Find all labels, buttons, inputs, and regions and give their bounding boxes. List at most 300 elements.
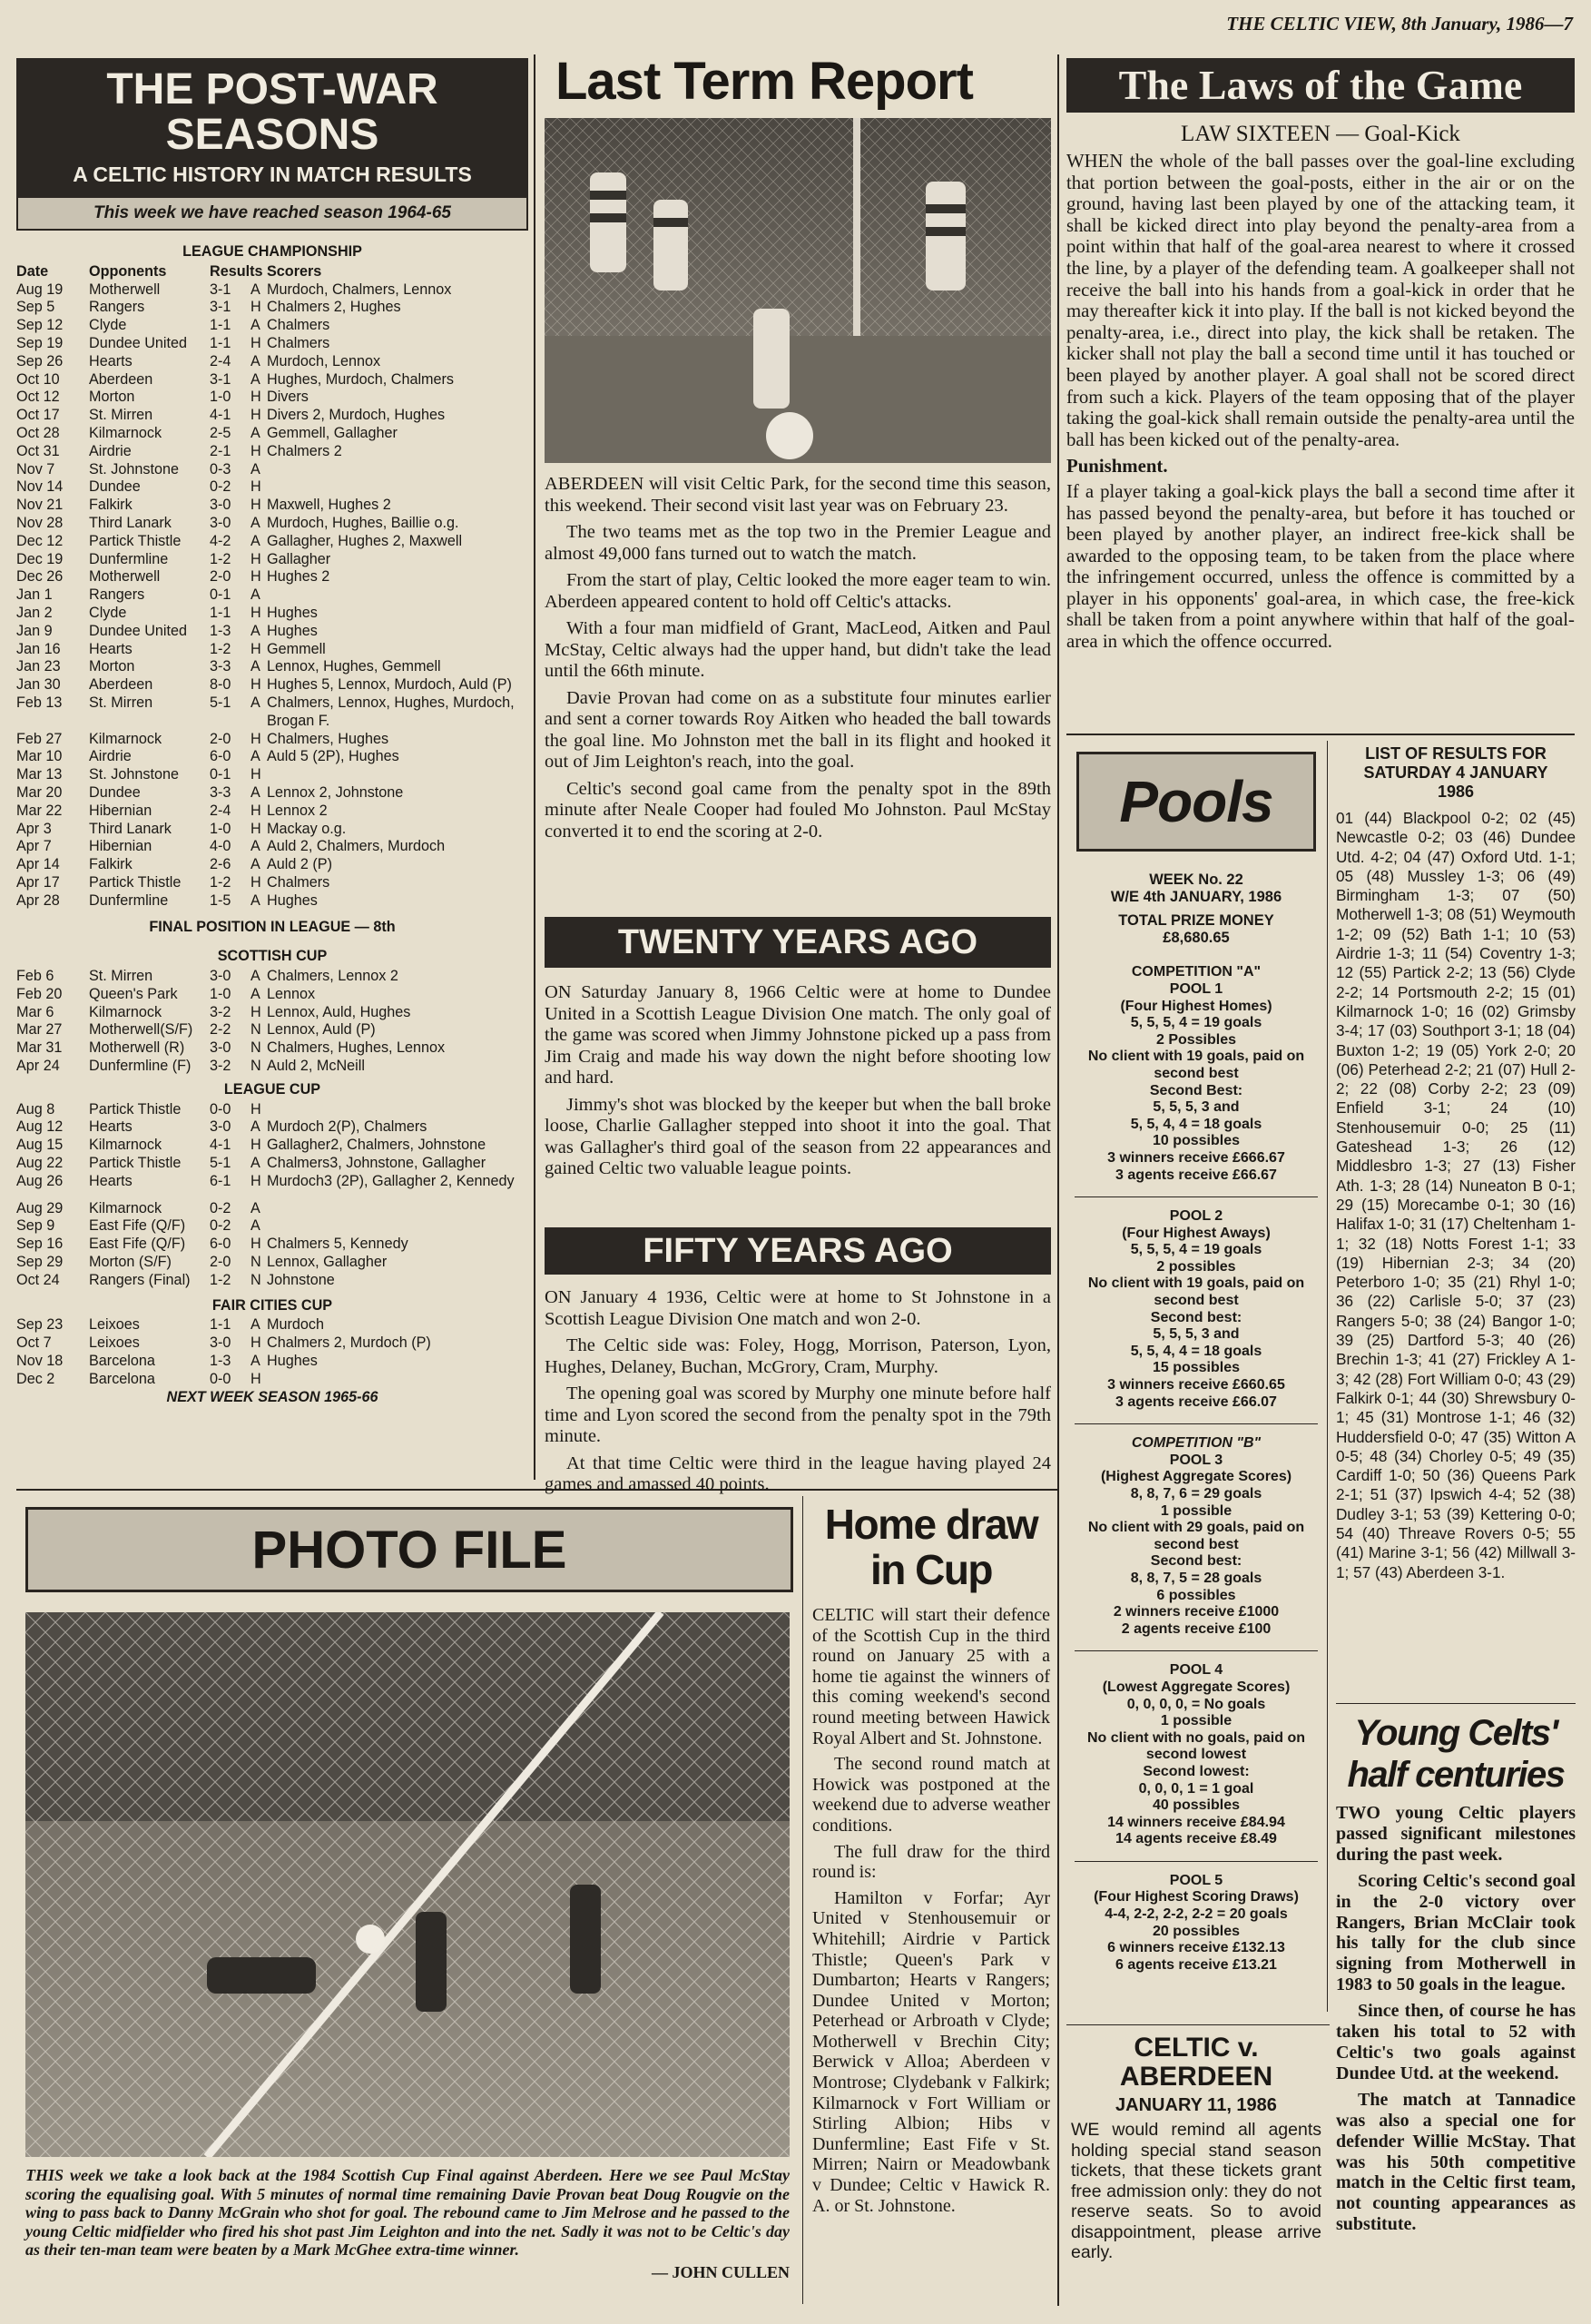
match-result: 2-4 [210,802,231,819]
match-venue: A [250,985,260,1002]
match-opponent: Rangers [89,299,145,316]
match-result: 2-1 [210,442,231,459]
cva-title-2: ABERDEEN [1119,2062,1273,2092]
match-date: Oct 7 [16,1334,52,1352]
match-opponent: St. Johnstone [89,766,179,783]
match-opponent: St. Mirren [89,968,153,985]
match-venue: N [250,1271,261,1288]
col-results: Results [210,262,263,280]
twenty-years-section [545,917,1051,1186]
match-scorers: Chalmers 2, Murdoch (P) [267,1334,431,1352]
match-opponent: Dundee [89,783,141,801]
pool-line: Second best: [1150,1553,1242,1570]
table-row [16,1004,528,1022]
match-result: 0-0 [210,1100,231,1118]
match-result: 0-1 [210,766,231,783]
match-opponent: Motherwell [89,568,161,586]
pool-line: (Four Highest Aways) [1122,1225,1271,1241]
last-term-section [545,53,1051,848]
match-result: 3-1 [210,299,231,316]
fair-cities-heading: FAIR CITIES CUP [211,1296,333,1314]
match-venue: A [250,514,260,531]
table-row [16,605,528,623]
match-venue: H [250,389,261,406]
match-venue: H [250,550,261,567]
table-row [16,821,528,839]
column-rule [1327,741,1328,2012]
match-result: 2-4 [210,352,231,369]
match-date: Apr 3 [16,820,52,837]
table-row [16,623,528,641]
match-date: Feb 6 [16,968,54,985]
match-scorers [267,1371,528,1389]
table-row [16,1021,528,1039]
match-date: Sep 12 [16,317,64,334]
postwar-title-2: SEASONS [165,111,379,159]
match-opponent: Dundee [89,478,141,496]
match-result: 4-1 [210,407,231,424]
match-result: 2-0 [210,568,231,586]
table-row [16,1155,528,1173]
match-result: 1-2 [210,873,231,891]
table-row [16,1254,528,1272]
paragraph: Hamilton v Forfar; Ayr United v Stenhousemuir or Whitehill; Airdrie v Partick Thistle; Queen's Park v Dumbarton; Hearts v Rangers; Dundee United v Morton; Peterhead or Arbroath v Clyde; Motherwell v Brechin City; Berwick v Alloa; Aberdeen v Montrose; Clydebank v Falkirk; Kilmarnock v Fort William or Stirling Albion; Hibs v Dunfermline; East Fife v St. Mirren; Nairn or Meadowbank v Dundee; Celtic v Hawick R. A. or St. Johnstone. [812,1887,1050,2216]
match-scorers: Auld 2, McNeill [267,1058,365,1075]
home-draw-body [812,1605,1050,2216]
table-row [16,1039,528,1058]
match-date: Nov 18 [16,1353,64,1370]
league-cup-rows [16,1101,528,1290]
pool-line: 2 winners receive £1000 [1113,1604,1280,1620]
match-date: Nov 28 [16,514,64,531]
match-date: Feb 13 [16,694,63,711]
match-opponent: Kilmarnock [89,1137,162,1154]
section-rule [1336,1703,1576,1704]
match-result: 0-2 [210,1199,231,1216]
match-opponent: Hearts [89,1172,133,1189]
match-scorers: Chalmers [267,873,330,891]
match-date: Sep 23 [16,1316,64,1334]
match-date: Oct 12 [16,389,60,406]
pool-line: POOL 1 [1169,980,1223,997]
table-row [16,731,528,749]
match-result: 5-1 [210,1155,231,1172]
col-date: Date [16,262,49,280]
table-row [16,856,528,874]
match-scorers: Hughes 5, Lennox, Murdoch, Auld (P) [267,676,512,694]
match-venue: A [250,1316,260,1334]
table-row [16,407,528,425]
match-date: Jan 2 [16,604,53,621]
match-venue: H [250,676,261,694]
match-venue: A [250,748,260,765]
match-opponent: St. Mirren [89,407,153,424]
pool-line: COMPETITION "B" [1131,1435,1262,1452]
match-result: 3-2 [210,1003,231,1020]
pool-line: 4-4, 2-2, 2-2, 2-2 = 20 goals [1105,1906,1288,1923]
table-row [16,748,528,766]
fifty-years-body [545,1287,1051,1496]
match-result: 1-3 [210,622,231,639]
pool-line: POOL 4 [1169,1662,1223,1679]
match-date: Dec 12 [16,532,64,549]
match-venue: H [250,730,261,747]
match-date: Mar 27 [16,1021,63,1039]
match-result: 6-0 [210,1236,231,1253]
celtic-v-aberdeen-section [1071,2034,1321,2263]
match-result: 4-2 [210,532,231,549]
match-scorers: Lennox, Auld (P) [267,1021,376,1039]
paragraph: At that time Celtic were third in the league having played 24 games and amassed 40 points. [545,1452,1051,1494]
match-scorers: Lennox 2 [267,802,328,819]
table-row [16,1316,528,1334]
pool-line: 3 winners receive £666.67 [1107,1149,1285,1166]
match-scorers: Murdoch 2(P), Chalmers [267,1118,427,1136]
match-result: 1-5 [210,891,231,909]
match-date: Sep 19 [16,334,64,351]
match-scorers: Divers 2, Murdoch, Hughes [267,407,446,424]
results-table [16,243,528,1406]
cva-date: JANUARY 11, 1986 [1115,2095,1277,2115]
match-result: 0-2 [210,478,231,496]
pool-line: 0, 0, 0, 1 = 1 goal [1138,1780,1254,1797]
twenty-years-body [545,982,1051,1180]
home-draw-title-2: in Cup [869,1546,993,1593]
match-opponent: Kilmarnock [89,424,162,441]
table-row [16,1173,528,1191]
match-result: 3-3 [210,658,231,675]
pool-line: No client with 29 goals, paid on second best [1087,1520,1305,1552]
pools-prize-label: TOTAL PRIZE MONEY [1118,912,1274,930]
table-row [16,568,528,586]
match-venue: A [250,1353,260,1370]
match-date: Jan 9 [16,622,53,639]
pool-line: 6 agents receive £13.21 [1115,1956,1277,1973]
match-scorers: Gallagher, Hughes 2, Maxwell [267,532,463,549]
table-row [16,986,528,1004]
match-date: Apr 14 [16,856,60,873]
match-result: 0-3 [210,460,231,478]
match-opponent: Clyde [89,604,127,621]
match-scorers: Chalmers, Hughes [267,730,389,747]
section-rule [1066,2024,1330,2025]
pool-line: No client with 19 goals, paid on second best [1087,1049,1305,1081]
match-scorers: Lennox [267,985,316,1002]
match-opponent: Dunfermline (F) [89,1058,192,1075]
match-scorers: Murdoch [267,1316,324,1334]
pool-line: Second Best: [1149,1082,1243,1098]
table-row [16,497,528,515]
match-venue: H [250,1172,261,1189]
match-opponent: Morton [89,389,135,406]
table-row [16,389,528,407]
match-result: 1-0 [210,389,231,406]
pool-line: 15 possibles [1152,1360,1241,1376]
match-scorers: Murdoch, Lennox [267,352,381,369]
match-result: 1-2 [210,1271,231,1288]
table-row [16,658,528,676]
match-scorers: Chalmers, Lennox, Hughes, Murdoch, Brogan F. [267,694,515,729]
pool-line: Second best: [1150,1309,1242,1325]
postwar-banner [16,58,528,198]
match-scorers: Gemmell [267,640,326,657]
match-result: 1-0 [210,820,231,837]
match-opponent: Queen's Park [89,985,178,1002]
match-venue: A [250,352,260,369]
match-venue: H [250,1236,261,1253]
laws-subtitle: LAW SIXTEEN — Goal-Kick [1181,122,1460,146]
match-date: Mar 31 [16,1039,63,1057]
match-opponent: Aberdeen [89,370,153,388]
match-opponent: Falkirk [89,497,133,514]
match-venue: N [250,1021,261,1039]
table-row [16,1272,528,1290]
pool-line: 8, 8, 7, 5 = 28 goals [1130,1570,1262,1586]
match-venue: A [250,281,260,298]
match-opponent: East Fife (Q/F) [89,1236,186,1253]
table-row [16,371,528,389]
photo-file-title: PHOTO FILE [251,1520,567,1580]
match-scorers: Maxwell, Hughes 2 [267,497,391,514]
pool-line: 40 possibles [1152,1797,1241,1814]
pool-line: 5, 5, 5, 3 and [1153,1326,1240,1343]
paragraph: From the start of play, Celtic looked the more eager team to win. Aberdeen appeared content to hold off Celtic's attacks. [545,570,1051,612]
pool-line: 14 agents receive £8.49 [1115,1831,1277,1847]
match-result: 2-2 [210,1021,231,1039]
match-venue: H [250,442,261,459]
match-result: 2-6 [210,856,231,873]
match-venue: N [250,1058,261,1075]
table-row [16,586,528,605]
laws-section [1066,58,1575,658]
match-date: Mar 6 [16,1003,54,1020]
match-scorers [267,478,528,497]
match-opponent: Rangers (Final) [89,1271,191,1288]
pools-title: Pools [1119,769,1273,834]
match-scorers: Chalmers 2, Hughes [267,299,401,316]
match-venue: A [250,1155,260,1172]
table-row [16,299,528,317]
match-result: 8-0 [210,676,231,694]
match-venue: A [250,1199,260,1216]
match-scorers: Hughes 2 [267,568,330,586]
photo-file-caption: THIS week we take a look back at the 1984 Scottish Cup Final against Aberdeen. Here we see Paul McStay scoring the equalising goal. With 5 minutes of normal time remaining Davie Provan beat Doug Rougvie on the wing to pass back to Danny McGrain who shot for goal. The rebound came to Jim Melrose and he passed to the young Celtic midfielder who fired his shot past Jim Leighton and into the net. Sadly it was not to be Celtic's day as their ten-man team were beaten by a Mark McGhee extra-time winner. [25,2166,790,2259]
match-date: Mar 22 [16,802,63,819]
match-result: 3-2 [210,1058,231,1075]
match-result: 1-1 [210,334,231,351]
match-date: Oct 31 [16,442,60,459]
match-scorers [267,766,528,784]
table-row [16,694,528,731]
match-scorers [267,1101,528,1119]
match-date: Aug 29 [16,1199,64,1216]
match-result: 6-1 [210,1172,231,1189]
match-venue: H [250,1370,261,1387]
pools-week: WEEK No. 22 [1149,872,1243,888]
match-result: 3-1 [210,370,231,388]
match-venue: H [250,407,261,424]
pools-title-box [1076,752,1316,852]
pool-line: 5, 5, 4, 4 = 18 goals [1130,1343,1262,1359]
match-venue: H [250,1334,261,1352]
match-date: Apr 28 [16,891,60,909]
match-result: 1-1 [210,1316,231,1334]
match-date: Aug 26 [16,1172,64,1189]
paragraph: Since then, of course he has taken his total to 52 with Celtic's two goals against Dundee Utd. at the weekend. [1336,2001,1576,2083]
match-scorers: Auld 2 (P) [267,856,332,873]
match-date: Aug 12 [16,1118,64,1136]
match-date: Apr 24 [16,1058,60,1075]
match-date: Sep 26 [16,352,64,369]
match-venue: A [250,838,260,855]
match-opponent: Hibernian [89,838,152,855]
match-venue: H [250,1137,261,1154]
pools-section [1069,748,1323,1986]
match-opponent: Hearts [89,1118,133,1136]
match-venue: A [250,658,260,675]
results-text: 01 (44) Blackpool 0-2; 02 (45) Newcastle 0-2; 03 (46) Dundee Utd. 4-2; 04 (47) Oxford Utd. 1-1; 05 (48) Mussley 1-3; 06 (49) Birmingham 1-3; 07 (50) Motherwell 1-3; 08 (51) Weymouth 1-2; 09 (52) Bath 1-1; 10 (53) Airdrie 1-3; 11 (54) Coventry 1-3; 12 (55) Partick 2-2; 13 (56) Clyde 2-2; 14 Portsmouth 2-2; 15 (01) Kilmarnock 1-0; 16 (02) Grimsby 3-4; 17 (03) Southport 3-1; 18 (04) Buxton 1-2; 19 (05) York 2-0; 20 (06) Peterhead 2-2; 21 (07) Hull 2-2; 22 (08) Corby 2-2; 23 (09) Enfield 3-1; 24 (10) Stenhousemuir 0-0; 25 (11) Gateshead 1-3; 26 (12) Middlesbro 1-3; 27 (13) Fisher Ath. 1-3; 28 (14) Nuneaton B 0-1; 29 (15) Morecambe 0-1; 30 (16) Halifax 1-0; 31 (17) Cheltenham 1-1; 32 (18) Notts Forest 1-1; 33 (19) Hibernian 2-3; 34 (20) Peterboro 1-0; 35 (21) Rhyl 1-0; 36 (22) Carlisle 5-0; 37 (23) Rangers 5-0; 38 (24) Bangor 1-0; 39 (25) Dartford 5-3; 40 (26) Brechin 1-3; 41 (27) Frickley A 1-3; 42 (28) Fort William 0-0; 43 (29) Falkirk 0-1; 44 (30) Shrewsbury 0-1; 45 (31) Montrose 1-1; 46 (32) Huddersfield 0-0; 47 (35) Witton A 0-5; 48 (34) Chorley 0-5; 49 (35) Cardiff 1-0; 50 (36) Queens Park 2-1; 51 (37) Ipswich 4-4; 52 (38) Dudley 3-1; 53 (39) Kettering 0-0; 54 (40) Threave Rovers 0-5; 55 (41) Marine 3-1; 56 (42) Millwall 3-1; 57 (43) Aberdeen 3-1. [1336,809,1576,1581]
match-venue: H [250,640,261,657]
match-opponent: Partick Thistle [89,873,182,891]
pool-line: POOL 2 [1169,1208,1223,1225]
twenty-years-title: TWENTY YEARS AGO [545,917,1051,968]
pool-line: 1 possible [1160,1713,1233,1729]
match-result: 3-3 [210,783,231,801]
match-venue: H [250,1100,261,1118]
photo-file-credit: — JOHN CULLEN [651,2262,790,2281]
table-row [16,1137,528,1155]
match-opponent: Motherwell(S/F) [89,1021,193,1039]
match-date: Oct 17 [16,407,60,424]
last-term-title: Last Term Report [555,52,973,111]
pool-line: 20 possibles [1152,1923,1241,1939]
match-opponent: Morton (S/F) [89,1254,172,1271]
match-scorers: Murdoch, Hughes, Baillie o.g. [267,514,459,531]
paragraph: ON January 4 1936, Celtic were at home to St Johnstone in a Scottish League Division One match and won 2-0. [545,1287,1051,1329]
home-draw-title-1: Home draw [824,1501,1038,1548]
pool-line: (Four Highest Homes) [1120,998,1272,1014]
match-scorers: Gallagher [267,550,331,567]
column-rule [1057,54,1059,2306]
table-row [16,478,528,497]
match-opponent: Leixoes [89,1334,140,1352]
goalmouth-photo-image [545,118,1051,463]
match-opponent: Third Lanark [89,820,172,837]
match-date: Oct 28 [16,424,60,441]
match-scorers: Gemmell, Gallagher [267,424,398,441]
match-venue: N [250,1039,261,1057]
match-scorers: Hughes [267,604,318,621]
young-body [1336,1803,1576,2235]
match-date: Nov 7 [16,460,55,478]
match-venue: H [250,1003,261,1020]
match-venue: H [250,334,261,351]
match-scorers: Gallagher2, Chalmers, Johnstone [267,1137,486,1154]
pool-line: 8, 8, 7, 6 = 29 goals [1130,1486,1262,1502]
match-opponent: Dunfermline [89,550,169,567]
pool-line: 1 possible [1160,1502,1233,1519]
paragraph: ON Saturday January 8, 1966 Celtic were at home to Dundee United in a Scottish League Division One match. The only goal of the game was scored when Jimmy Johnstone picked up a pass from Jim Craig and made his way down the night before shooting low and hard. [545,982,1051,1088]
table-row [16,317,528,335]
match-result: 2-0 [210,1254,231,1271]
match-scorers: Chalmers [267,317,330,334]
match-date: Sep 5 [16,299,55,316]
match-result: 4-0 [210,838,231,855]
paragraph: If a player taking a goal-kick plays the ball a second time after it has passed beyond the penalty-area, but before it has touched or been played by another player, an indirect free-kick shall be awarded to the opposing team, to be taken from the place where the infringement occurred, unless the offence is committed by a player in his opponents' goal-area, in which case, the free-kick shall be taken from a point anywhere within that half of the goal-area in which the offence occurred. [1066,480,1575,653]
postwar-week-note: This week we have reached season 1964-65 [16,198,528,231]
match-venue: A [250,968,260,985]
match-result: 1-1 [210,317,231,334]
match-opponent: Barcelona [89,1370,155,1387]
photo-file-section [25,1507,799,2282]
match-date: Nov 21 [16,497,64,514]
match-scorers: Johnstone [267,1271,335,1288]
pool-line: 10 possibles [1152,1133,1241,1149]
match-scorers: Murdoch, Chalmers, Lennox [267,281,452,298]
table-row [16,461,528,479]
match-date: Apr 17 [16,873,60,891]
laws-body [1066,151,1575,653]
match-opponent: Aberdeen [89,676,153,694]
match-scorers: Chalmers 2 [267,442,342,459]
pool-line: COMPETITION "A" [1131,964,1262,980]
match-scorers: Lennox, Hughes, Gemmell [267,658,441,675]
paragraph: The Celtic side was: Foley, Hogg, Morrison, Paterson, Lyon, Hughes, Delaney, Buchan, McGrory, Cram, Murphy. [545,1335,1051,1377]
match-opponent: Motherwell (R) [89,1039,185,1057]
match-opponent: Hibernian [89,802,152,819]
match-scorers: Auld 5 (2P), Hughes [267,748,399,765]
match-venue: A [250,622,260,639]
match-venue: A [250,586,260,604]
pool-line: 0, 0, 0, 0, = No goals [1126,1696,1266,1712]
match-date: Jan 16 [16,640,61,657]
match-opponent: Dundee United [89,334,187,351]
match-opponent: Partick Thistle [89,1155,182,1172]
match-venue: H [250,478,261,496]
table-row [16,1371,528,1389]
match-scorers: Chalmers3, Johnstone, Gallagher [267,1155,486,1172]
match-venue: A [250,1217,260,1235]
table-row [16,1334,528,1353]
match-date: Dec 19 [16,550,64,567]
postwar-title-1: THE POST-WAR [106,65,438,113]
pool-line: 2 agents receive £100 [1121,1620,1272,1637]
table-row [16,676,528,694]
pools-week-ending: W/E 4th JANUARY, 1986 [1110,888,1282,905]
paragraph: The match at Tannadice was also a special one for defender Willie McStay. That was his 50th competitive match in the Celtic first team, not counting appearances as substitute. [1336,2089,1576,2235]
match-result: 2-5 [210,424,231,441]
match-opponent: Rangers [89,586,145,604]
match-result: 5-1 [210,694,231,711]
table-row [16,1101,528,1119]
match-result: 3-0 [210,514,231,531]
match-opponent: Partick Thistle [89,532,182,549]
match-date: Jan 23 [16,658,61,675]
match-result: 3-0 [210,1039,231,1057]
match-scorers: Chalmers 5, Kennedy [267,1236,408,1253]
match-scorers: Hughes [267,891,318,909]
match-opponent: East Fife (Q/F) [89,1217,186,1235]
pool-line: 3 winners receive £660.65 [1107,1377,1285,1393]
match-result: 0-1 [210,586,231,604]
table-row [16,892,528,911]
postwar-subtitle: A CELTIC HISTORY IN MATCH RESULTS [73,162,472,186]
paragraph: The full draw for the third round is: [812,1841,1050,1883]
match-date: Oct 24 [16,1271,60,1288]
match-opponent: Hearts [89,352,133,369]
match-opponent: Morton [89,658,135,675]
table-row [16,874,528,892]
